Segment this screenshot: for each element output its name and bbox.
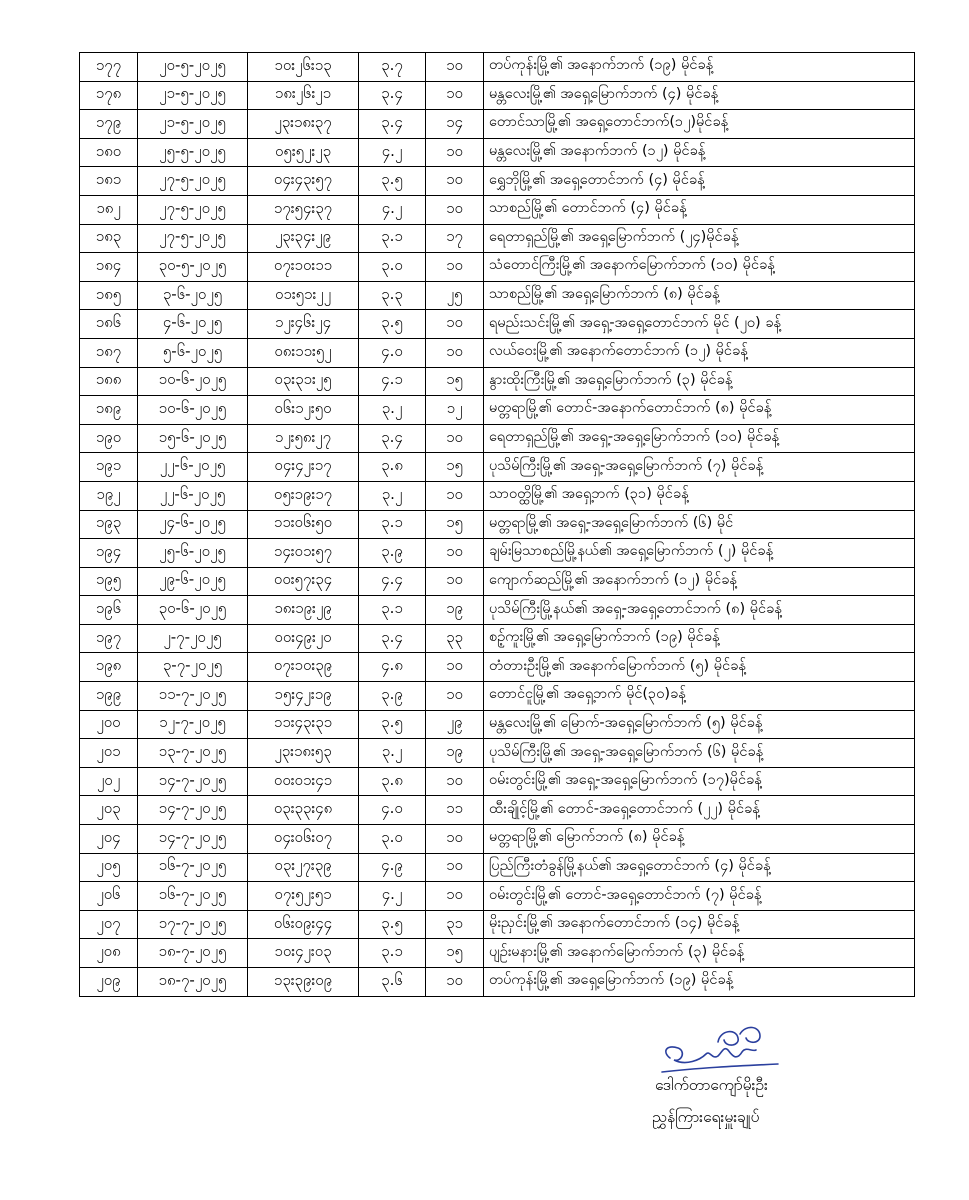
event-number-cell: ၁၈၇ — [80, 338, 138, 367]
magnitude-cell: ၃.၈ — [359, 453, 426, 482]
table-row — [80, 882, 915, 911]
location-description-cell: ရေတာရှည်မြို့၏ အရှေ့မြောက်ဘက် (၂၄)မိုင်ခန့် — [484, 224, 915, 253]
location-description-cell: မတ္တရာမြို့၏ အရှေ့-အရှေ့မြောက်ဘက် (၆) မိုင် — [484, 510, 915, 539]
location-description-cell: ကျောက်ဆည်မြို့၏ အနောက်ဘက် (၁၂) မိုင်ခန့် — [484, 567, 915, 596]
magnitude-cell: ၃.၈ — [359, 767, 426, 796]
event-number-cell: ၁၉၄ — [80, 539, 138, 568]
table-row — [80, 767, 915, 796]
event-date-cell: ၁၄-၇-၂၀၂၅ — [138, 767, 248, 796]
event-time-cell: ၀၄း၄၃း၅၇ — [248, 167, 359, 196]
event-date-cell: ၂၁-၅-၂၀၂၅ — [138, 110, 248, 139]
depth-cell: ၁၀ — [426, 539, 484, 568]
event-date-cell: ၃-၆-၂၀၂၅ — [138, 281, 248, 310]
event-number-cell: ၂၀၂ — [80, 767, 138, 796]
event-time-cell: ၀၇း၅၂း၅၁ — [248, 882, 359, 911]
depth-cell: ၁၅ — [426, 939, 484, 968]
magnitude-cell: ၃.၉ — [359, 682, 426, 711]
event-time-cell: ၁၀း၂၆း၁၃ — [248, 53, 359, 82]
depth-cell: ၃၃ — [426, 624, 484, 653]
depth-cell: ၃၁ — [426, 910, 484, 939]
location-description-cell: မတ္တရာမြို့၏ တောင်-အနောက်တောင်ဘက် (၈) မိုင်ခန့် — [484, 396, 915, 425]
event-number-cell: ၁၉၉ — [80, 682, 138, 711]
depth-cell: ၁၀ — [426, 53, 484, 82]
magnitude-cell: ၄.၉ — [359, 853, 426, 882]
event-date-cell: ၂၀-၅-၂၀၂၅ — [138, 53, 248, 82]
event-date-cell: ၂၂-၆-၂၀၂၅ — [138, 481, 248, 510]
location-description-cell: ရေတာရှည်မြို့၏ အရှေ့-အရှေ့မြောက်ဘက် (၁၀) မိုင်ခန့် — [484, 424, 915, 453]
event-time-cell: ၁၁း၀၆း၅၀ — [248, 510, 359, 539]
event-number-cell: ၁၈၉ — [80, 396, 138, 425]
event-time-cell: ၀၅း၁၉း၁၇ — [248, 481, 359, 510]
signatory-title: ညွှန်ကြားရေးမှူးချုပ် — [652, 1108, 760, 1126]
magnitude-cell: ၃.၁ — [359, 510, 426, 539]
event-time-cell: ၁၁း၄၃း၃၁ — [248, 710, 359, 739]
event-number-cell: ၁၇၈ — [80, 81, 138, 110]
depth-cell: ၁၄ — [426, 110, 484, 139]
event-number-cell: ၁၉၂ — [80, 481, 138, 510]
location-description-cell: တောင်သာမြို့၏ အရှေ့တောင်ဘက်(၁၂)မိုင်ခန့် — [484, 110, 915, 139]
event-time-cell: ၀၆း၀၉း၄၄ — [248, 910, 359, 939]
event-time-cell: ၀၃း၂၇း၃၉ — [248, 853, 359, 882]
event-date-cell: ၁၆-၇-၂၀၂၅ — [138, 882, 248, 911]
table-row — [80, 796, 915, 825]
event-date-cell: ၁၄-၇-၂၀၂၅ — [138, 825, 248, 854]
table-row — [80, 110, 915, 139]
event-time-cell: ၁၄း၀၁း၅၇ — [248, 539, 359, 568]
event-date-cell: ၂-၇-၂၀၂၅ — [138, 624, 248, 653]
depth-cell: ၁၉ — [426, 739, 484, 768]
depth-cell: ၁၀ — [426, 253, 484, 282]
magnitude-cell: ၃.၄ — [359, 624, 426, 653]
magnitude-cell: ၃.၉ — [359, 539, 426, 568]
event-number-cell: ၁၇၉ — [80, 110, 138, 139]
table-row — [80, 138, 915, 167]
magnitude-cell: ၄.၁ — [359, 367, 426, 396]
event-number-cell: ၁၈၃ — [80, 224, 138, 253]
event-time-cell: ၁၅း၄၂း၁၉ — [248, 682, 359, 711]
event-time-cell: ၀၇း၁၀း၁၁ — [248, 253, 359, 282]
event-date-cell: ၁၂-၇-၂၀၂၅ — [138, 710, 248, 739]
table-row — [80, 195, 915, 224]
location-description-cell: ဝမ်းတွင်းမြို့၏ တောင်-အရှေ့တောင်ဘက် (၇) မိုင်ခန့် — [484, 882, 915, 911]
magnitude-cell: ၃.၆ — [359, 968, 426, 997]
event-time-cell: ၂၃း၃၄း၂၉ — [248, 224, 359, 253]
event-time-cell: ၁၂း၅၈း၂၇ — [248, 424, 359, 453]
location-description-cell: ပုသိမ်ကြီးမြို့၏ အရှေ့-အရှေ့မြောက်ဘက် (၆) မိုင်ခန့် — [484, 739, 915, 768]
table-row — [80, 567, 915, 596]
event-time-cell: ၀၄း၀၆း၀၇ — [248, 825, 359, 854]
event-date-cell: ၂၇-၅-၂၀၂၅ — [138, 224, 248, 253]
event-number-cell: ၁၉၇ — [80, 624, 138, 653]
depth-cell: ၁၀ — [426, 968, 484, 997]
location-description-cell: တပ်ကုန်းမြို့၏ အရှေ့မြောက်ဘက် (၁၉) မိုင်ခန့် — [484, 968, 915, 997]
event-number-cell: ၁၉၁ — [80, 453, 138, 482]
magnitude-cell: ၄.၀ — [359, 796, 426, 825]
location-description-cell: တံတားဦးမြို့၏ အနောက်မြောက်ဘက် (၅) မိုင်ခန့် — [484, 653, 915, 682]
event-number-cell: ၁၉၆ — [80, 596, 138, 625]
event-time-cell: ၁၈း၁၉း၂၉ — [248, 596, 359, 625]
depth-cell: ၁၉ — [426, 596, 484, 625]
event-date-cell: ၂၇-၅-၂၀၂၅ — [138, 167, 248, 196]
event-date-cell: ၂၂-၆-၂၀၂၅ — [138, 453, 248, 482]
event-number-cell: ၂၀၅ — [80, 853, 138, 882]
event-date-cell: ၁၁-၇-၂၀၂၅ — [138, 682, 248, 711]
depth-cell: ၁၀ — [426, 653, 484, 682]
event-time-cell: ၀၃း၃၁း၂၅ — [248, 367, 359, 396]
event-date-cell: ၂၅-၆-၂၀၂၅ — [138, 539, 248, 568]
event-date-cell: ၁၈-၇-၂၀၂၅ — [138, 939, 248, 968]
location-description-cell: ပုသိမ်ကြီးမြို့၏ အရှေ့-အရှေ့မြောက်ဘက် (၇) မိုင်ခန့် — [484, 453, 915, 482]
location-description-cell: မတ္တရာမြို့၏ မြောက်ဘက် (၈) မိုင်ခန့် — [484, 825, 915, 854]
event-date-cell: ၃-၇-၂၀၂၅ — [138, 653, 248, 682]
table-row — [80, 338, 915, 367]
depth-cell: ၁၀ — [426, 81, 484, 110]
magnitude-cell: ၃.၀ — [359, 825, 426, 854]
event-time-cell: ၁၈း၂၆း၂၁ — [248, 81, 359, 110]
depth-cell: ၁၂ — [426, 396, 484, 425]
event-time-cell: ၁၀း၄၂း၀၃ — [248, 939, 359, 968]
depth-cell: ၁၅ — [426, 453, 484, 482]
table-row — [80, 939, 915, 968]
magnitude-cell: ၃.၃ — [359, 281, 426, 310]
magnitude-cell: ၄.၀ — [359, 338, 426, 367]
location-description-cell: သံတောင်ကြီးမြို့၏ အနောက်မြောက်ဘက် (၁၀) မိုင်ခန့် — [484, 253, 915, 282]
event-date-cell: ၂၇-၅-၂၀၂၅ — [138, 195, 248, 224]
event-date-cell: ၁၇-၇-၂၀၂၅ — [138, 910, 248, 939]
table-row — [80, 539, 915, 568]
magnitude-cell: ၄.၈ — [359, 653, 426, 682]
depth-cell: ၁၇ — [426, 224, 484, 253]
event-time-cell: ၁၇း၅၄း၃၇ — [248, 195, 359, 224]
event-number-cell: ၂၀၁ — [80, 739, 138, 768]
event-number-cell: ၁၈၁ — [80, 167, 138, 196]
depth-cell: ၁၀ — [426, 338, 484, 367]
event-time-cell: ၀၀း၄၉း၂၀ — [248, 624, 359, 653]
event-number-cell: ၁၈၀ — [80, 138, 138, 167]
table-row — [80, 682, 915, 711]
event-date-cell: ၁၄-၇-၂၀၂၅ — [138, 796, 248, 825]
event-date-cell: ၅-၆-၂၀၂၅ — [138, 338, 248, 367]
table-row — [80, 167, 915, 196]
location-description-cell: သာစည်မြို့၏ တောင်ဘက် (၄) မိုင်ခန့် — [484, 195, 915, 224]
magnitude-cell: ၃.၄ — [359, 424, 426, 453]
location-description-cell: နွားထိုးကြီးမြို့၏ အရှေ့မြောက်ဘက် (၃) မိုင်ခန့် — [484, 367, 915, 396]
table-row — [80, 481, 915, 510]
event-date-cell: ၁၀-၆-၂၀၂၅ — [138, 396, 248, 425]
event-number-cell: ၁၈၆ — [80, 310, 138, 339]
location-description-cell: ပျဉ်းမနားမြို့၏ အနောက်မြောက်ဘက် (၃) မိုင်ခန့် — [484, 939, 915, 968]
event-date-cell: ၁၀-၆-၂၀၂၅ — [138, 367, 248, 396]
location-description-cell: လယ်ဝေးမြို့၏ အနောက်တောင်ဘက် (၁၂) မိုင်ခန့် — [484, 338, 915, 367]
event-number-cell: ၁၈၅ — [80, 281, 138, 310]
table-row — [80, 653, 915, 682]
event-time-cell: ၀၄း၄၂း၁၇ — [248, 453, 359, 482]
location-description-cell: စဥ့်ကူးမြို့၏ အရှေ့မြောက်ဘက် (၁၉) မိုင်ခန့် — [484, 624, 915, 653]
table-row — [80, 596, 915, 625]
magnitude-cell: ၃.၅ — [359, 910, 426, 939]
location-description-cell: ပြည်ကြီးတံခွန်မြို့နယ်၏ အရှေ့တောင်ဘက် (၄) မိုင်ခန့် — [484, 853, 915, 882]
event-time-cell: ၁၂း၄၆း၂၄ — [248, 310, 359, 339]
magnitude-cell: ၃.၁ — [359, 596, 426, 625]
event-date-cell: ၄-၆-၂၀၂၅ — [138, 310, 248, 339]
table-row — [80, 825, 915, 854]
event-number-cell: ၁၈၈ — [80, 367, 138, 396]
event-number-cell: ၂၀၆ — [80, 882, 138, 911]
event-time-cell: ၀၀း၀၁း၄၁ — [248, 767, 359, 796]
magnitude-cell: ၃.၄ — [359, 110, 426, 139]
event-date-cell: ၁၃-၇-၂၀၂၅ — [138, 739, 248, 768]
table-row — [80, 453, 915, 482]
magnitude-cell: ၃.၁ — [359, 224, 426, 253]
signatory-name: ဒေါက်တာကျော်မိုးဦး — [655, 1076, 768, 1094]
event-date-cell: ၂၁-၅-၂၀၂၅ — [138, 81, 248, 110]
depth-cell: ၂၅ — [426, 281, 484, 310]
event-number-cell: ၂၀၃ — [80, 796, 138, 825]
location-description-cell: မန္တလေးမြို့၏ မြောက်-အရှေ့မြောက်ဘက် (၅) မိုင်ခန့် — [484, 710, 915, 739]
magnitude-cell: ၄.၂ — [359, 195, 426, 224]
depth-cell: ၁၀ — [426, 481, 484, 510]
event-number-cell: ၁၇၇ — [80, 53, 138, 82]
table-row — [80, 310, 915, 339]
event-date-cell: ၂၉-၆-၂၀၂၅ — [138, 567, 248, 596]
magnitude-cell: ၃.၀ — [359, 253, 426, 282]
event-time-cell: ၂၃း၁၈း၃၇ — [248, 110, 359, 139]
event-number-cell: ၁၉၀ — [80, 424, 138, 453]
location-description-cell: ရွှေဘိုမြို့၏ အရှေ့တောင်ဘက် (၄) မိုင်ခန့် — [484, 167, 915, 196]
location-description-cell: သာဝတ္ထိမြို့၏ အရှေ့ဘက် (၃၁) မိုင်ခန့် — [484, 481, 915, 510]
table-row — [80, 910, 915, 939]
event-time-cell: ၀၇း၁၀း၃၉ — [248, 653, 359, 682]
event-number-cell: ၁၉၈ — [80, 653, 138, 682]
magnitude-cell: ၃.၇ — [359, 53, 426, 82]
magnitude-cell: ၃.၂ — [359, 396, 426, 425]
depth-cell: ၁၀ — [426, 767, 484, 796]
table-row — [80, 53, 915, 82]
depth-cell: ၁၀ — [426, 195, 484, 224]
event-number-cell: ၁၉၅ — [80, 567, 138, 596]
depth-cell: ၁၁ — [426, 796, 484, 825]
event-time-cell: ၀၆း၁၂း၅၀ — [248, 396, 359, 425]
event-number-cell: ၁၈၄ — [80, 253, 138, 282]
depth-cell: ၂၉ — [426, 710, 484, 739]
depth-cell: ၁၅ — [426, 510, 484, 539]
depth-cell: ၁၀ — [426, 682, 484, 711]
table-row — [80, 624, 915, 653]
event-date-cell: ၃၀-၅-၂၀၂၅ — [138, 253, 248, 282]
location-description-cell: ထီးချိုင့်မြို့၏ တောင်-အရှေ့တောင်ဘက် (၂၂) မိုင်ခန့် — [484, 796, 915, 825]
magnitude-cell: ၄.၂ — [359, 138, 426, 167]
depth-cell: ၁၀ — [426, 825, 484, 854]
event-number-cell: ၁၉၃ — [80, 510, 138, 539]
event-number-cell: ၂၀၇ — [80, 910, 138, 939]
location-description-cell: ပုသိမ်ကြီးမြို့နယ်၏ အရှေ့-အရှေ့တောင်ဘက် (၈) မိုင်ခန့် — [484, 596, 915, 625]
depth-cell: ၁၀ — [426, 567, 484, 596]
table-row — [80, 739, 915, 768]
magnitude-cell: ၄.၄ — [359, 567, 426, 596]
event-date-cell: ၁၈-၇-၂၀၂၅ — [138, 968, 248, 997]
table-row — [80, 510, 915, 539]
event-time-cell: ၀၀း၅၇း၃၄ — [248, 567, 359, 596]
table-row — [80, 81, 915, 110]
magnitude-cell: ၃.၂ — [359, 739, 426, 768]
location-description-cell: ဝမ်းတွင်းမြို့၏ အရှေ့-အရှေ့မြောက်ဘက် (၁၇)မိုင်ခန့် — [484, 767, 915, 796]
magnitude-cell: ၃.၄ — [359, 81, 426, 110]
table-row — [80, 424, 915, 453]
depth-cell: ၁၀ — [426, 424, 484, 453]
magnitude-cell: ၃.၅ — [359, 310, 426, 339]
table-row — [80, 253, 915, 282]
event-date-cell: ၂၄-၆-၂၀၂၅ — [138, 510, 248, 539]
location-description-cell: တပ်ကုန်းမြို့၏ အနောက်ဘက် (၁၉) မိုင်ခန့် — [484, 53, 915, 82]
location-description-cell: ချမ်းမြသာစည်မြို့နယ်၏ အရှေ့မြောက်ဘက် (၂) မိုင်ခန့် — [484, 539, 915, 568]
table-row — [80, 281, 915, 310]
location-description-cell: သာစည်မြို့၏ အရှေ့မြောက်ဘက် (၈) မိုင်ခန့် — [484, 281, 915, 310]
event-time-cell: ၀၁း၅၁း၂၂ — [248, 281, 359, 310]
depth-cell: ၁၀ — [426, 882, 484, 911]
event-number-cell: ၂၀၈ — [80, 939, 138, 968]
earthquake-table — [79, 52, 915, 997]
event-number-cell: ၂၀၄ — [80, 825, 138, 854]
event-time-cell: ၂၃း၁၈း၅၃ — [248, 739, 359, 768]
location-description-cell: မန္တလေးမြို့၏ အရှေ့မြောက်ဘက် (၄) မိုင်ခန့် — [484, 81, 915, 110]
depth-cell: ၁၀ — [426, 138, 484, 167]
event-time-cell: ၀၃း၃၃း၄၈ — [248, 796, 359, 825]
magnitude-cell: ၃.၅ — [359, 167, 426, 196]
table-row — [80, 710, 915, 739]
depth-cell: ၁၀ — [426, 167, 484, 196]
event-time-cell: ၀၅း၅၂း၂၃ — [248, 138, 359, 167]
signature-mark — [656, 1022, 786, 1082]
event-time-cell: ၀၈း၁၁း၅၂ — [248, 338, 359, 367]
event-number-cell: ၂၀၀ — [80, 710, 138, 739]
depth-cell: ၁၅ — [426, 367, 484, 396]
table-row — [80, 853, 915, 882]
depth-cell: ၁၀ — [426, 853, 484, 882]
magnitude-cell: ၃.၁ — [359, 939, 426, 968]
magnitude-cell: ၃.၅ — [359, 710, 426, 739]
location-description-cell: တောင်ငူမြို့၏ အရှေ့ဘက် မိုင်(၃၀)ခန့် — [484, 682, 915, 711]
event-date-cell: ၁၆-၇-၂၀၂၅ — [138, 853, 248, 882]
event-number-cell: ၁၈၂ — [80, 195, 138, 224]
event-date-cell: ၃၀-၆-၂၀၂၅ — [138, 596, 248, 625]
location-description-cell: မန္တလေးမြို့၏ အနောက်ဘက် (၁၂) မိုင်ခန့် — [484, 138, 915, 167]
table-row — [80, 224, 915, 253]
table-row — [80, 367, 915, 396]
magnitude-cell: ၄.၂ — [359, 882, 426, 911]
table-row — [80, 396, 915, 425]
event-number-cell: ၂၀၉ — [80, 968, 138, 997]
event-time-cell: ၁၃း၃၉း၀၉ — [248, 968, 359, 997]
depth-cell: ၁၀ — [426, 310, 484, 339]
event-date-cell: ၁၅-၆-၂၀၂၅ — [138, 424, 248, 453]
location-description-cell: ရမည်းသင်းမြို့၏ အရှေ့-အရှေ့တောင်ဘက် မိုင် (၂၀) ခန့် — [484, 310, 915, 339]
table-row — [80, 968, 915, 997]
magnitude-cell: ၃.၂ — [359, 481, 426, 510]
location-description-cell: မိုးညှင်းမြို့၏ အနောက်တောင်ဘက် (၁၄) မိုင်ခန့် — [484, 910, 915, 939]
event-date-cell: ၂၅-၅-၂၀၂၅ — [138, 138, 248, 167]
